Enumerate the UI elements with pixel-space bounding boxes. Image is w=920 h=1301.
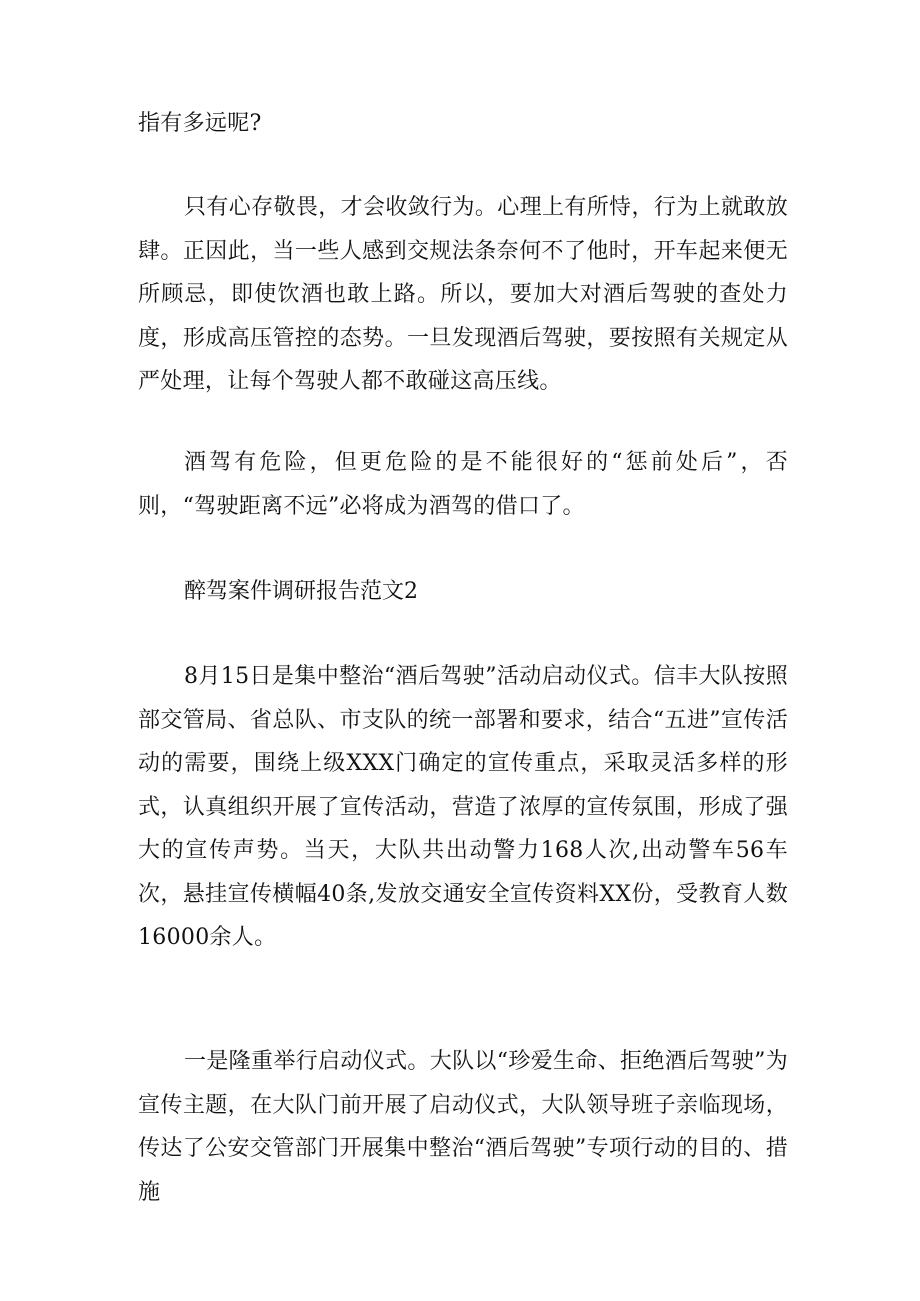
section-heading: 醉驾案件调研报告范文2 [184,579,418,604]
paragraph-ceremony: 一是隆重举行启动仪式。大队以“珍爱生命、拒绝酒后驾驶”为宣传主题，在大队门前开展了启动仪式，大队领导班子亲临现场，传达了公安交管部门开展集中整治“酒后驾驶”专项行动的目的、措施 [138,1049,788,1205]
paragraph-launch: 8月15日是集中整治“酒后驾驶”活动启动仪式。信丰大队按照部交管局、省总队、市支队的统一部署和要求，结合“五进”宣传活动的需要，围绕上级XXX门确定的宣传重点，采取灵活多样的形式，认真组织开展了宣传活动，营造了浓厚的宣传氛围，形成了强大的宣传声势。当天，大队共出动警力168人次,出动警车56车次，悬挂宣传横幅40条,发放交通安全宣传资料XX份，受教育人数16000余人。 [138,664,788,950]
paragraph-danger: 酒驾有危险，但更危险的是不能很好的“惩前处后”，否则，“驾驶距离不远”必将成为酒驾的借口了。 [138,450,788,519]
paragraph-awe: 只有心存敬畏，才会收敛行为。心理上有所恃，行为上就敢放肆。正因此，当一些人感到交规法条奈何不了他时，开车起来便无所顾忌，即使饮酒也敢上路。所以，要加大对酒后驾驶的查处力度，形成高压管控的态势。一旦发现酒后驾驶，要按照有关规定从严处理，让每个驾驶人都不敢碰这高压线。 [138,195,788,394]
paragraph-continuation: 指有多远呢? [138,111,262,136]
